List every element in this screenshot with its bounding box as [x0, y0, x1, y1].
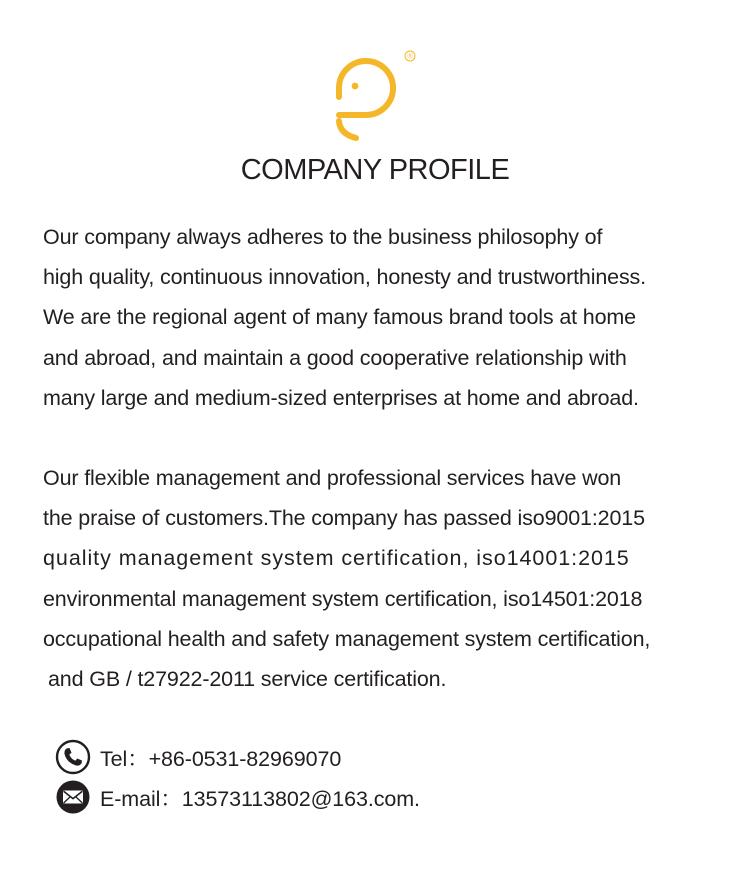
- paragraph-line: and GB / t27922-2011 service certification.: [48, 667, 447, 692]
- page-title: COMPANY PROFILE: [240, 154, 510, 186]
- contact-phone: [55, 737, 341, 777]
- paragraph-line: occupational health and safety management system certification,: [43, 626, 651, 651]
- paragraph-line: and abroad, and maintain a good cooperative relationship with: [43, 345, 627, 370]
- profile-paragraph-2: [43, 458, 733, 699]
- profile-paragraph-1: [43, 217, 733, 418]
- phone-separator: ：: [127, 746, 149, 771]
- email-address[interactable]: 13573113802@163.com.: [181, 786, 420, 811]
- company-logo: [330, 46, 422, 142]
- paragraph-line: many large and medium-sized enterprises at home and abroad.: [43, 385, 639, 410]
- email-text: [100, 782, 420, 813]
- paragraph-line: Our company always adheres to the business philosophy of: [43, 225, 603, 249]
- paragraph-line: We are the regional agent of many famous brand tools at home: [43, 305, 636, 330]
- phone-icon: [55, 739, 91, 775]
- phone-label: Tel: [100, 746, 128, 771]
- paragraph-line: environmental management system certification, iso14501:2018: [43, 586, 643, 611]
- contact-email: [55, 777, 420, 817]
- paragraph-line: high quality, continuous innovation, honesty and trustworthiness.: [43, 265, 646, 290]
- paragraph-line: quality management system certification, iso14001:2015: [43, 546, 630, 571]
- email-label: E-mail: [100, 786, 161, 811]
- email-icon: [55, 779, 91, 815]
- email-separator: ：: [160, 786, 182, 811]
- phone-text: [100, 742, 341, 773]
- paragraph-line: Our flexible management and professional services have won: [43, 466, 622, 490]
- registered-mark: ®: [407, 51, 413, 61]
- phone-number[interactable]: +86-0531-82969070: [148, 746, 342, 771]
- paragraph-line: the praise of customers.The company has passed iso9001:2015: [43, 506, 645, 531]
